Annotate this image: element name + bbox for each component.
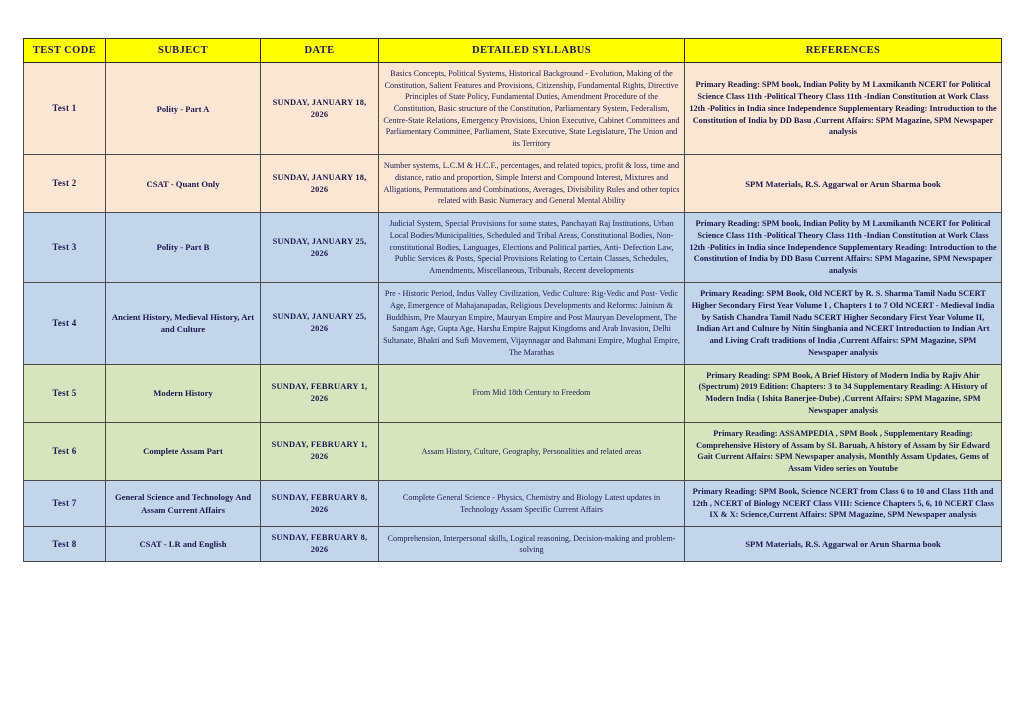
cell-date: SUNDAY, FEBRUARY 8, 2026: [261, 480, 379, 526]
cell-date: SUNDAY, JANUARY 18, 2026: [261, 155, 379, 213]
cell-detailed-syllabus: Judicial System, Special Provisions for some states, Panchayati Raj Institutions, Urban Local Bodies/Municipalities, Scheduled and Tribal Areas, Constitutional Bodies, Non-constitutional Bodies, Languages, Elections and Political parties, Anti- Defection Law, Public Services & Posts, Special Provisions Relating to Certain Classes, Schedules, Amendments, Miscellaneous, Tribunals, Recent developments: [379, 213, 685, 283]
table-header: [24, 39, 1002, 63]
cell-detailed-syllabus: Number systems, L.C.M & H.C.F., percentages, and related topics, profit & loss, time and distance, ratio and proportion, Simple Interst and Compound Interest, Mixtures and Alligations, Permutations and Combinations, Averages, Divisibility Rules and other topics related with Basic Numeracy and General Mental Ability: [379, 155, 685, 213]
cell-references: Primary Reading: SPM Book, A Brief History of Modern India by Rajiv Ahir (Spectrum) 2019 Edition: Chapters: 3 to 34 Supplementary Reading: A History of Modern India ( Ishita Banerjee-Dube) ,Current Affairs: SPM Magazine, SPM Newspaper analysis: [685, 364, 1002, 422]
column-header-references: REFERENCES: [685, 39, 1002, 63]
cell-subject: Ancient History, Medieval History, Art and Culture: [106, 282, 261, 364]
cell-detailed-syllabus: Comprehension, Interpersonal skills, Logical reasoning, Decision-making and problem-solving: [379, 527, 685, 562]
cell-subject: Complete Assam Part: [106, 422, 261, 480]
cell-references: SPM Materials, R.S. Aggarwal or Arun Sharma book: [685, 527, 1002, 562]
cell-date: SUNDAY, JANUARY 18, 2026: [261, 63, 379, 155]
column-header-detailed-syllabus: DETAILED SYLLABUS: [379, 39, 685, 63]
table-row: [24, 422, 1002, 480]
cell-references: Primary Reading: ASSAMPEDIA , SPM Book , Supplementary Reading: Comprehensive History of Assam by SL Baruah, A history of Assam by Sir Edward Gait Current Affairs: SPM Newspaper analysis, Monthly Assam Updates, Gems of Assam Video series on Youtube: [685, 422, 1002, 480]
cell-references: Primary Reading: SPM book, Indian Polity by M Laxmikanth NCERT for Political Science Class 11th -Political Theory Class 11th -Indian Constitution at Work Class 12th -Politics in India since Independence Supplementary Reading: Introduction to the Constitution of India by DD Basu Current Affairs: SPM Magazine, SPM Newspaper analysis: [685, 213, 1002, 283]
cell-references: Primary Reading: SPM Book, Old NCERT by R. S. Sharma Tamil Nadu SCERT Higher Secondary First Year Volume I , Chapters 1 to 7 Old NCERT - Medieval India by Satish Chandra Tamil Nadu SCERT Higher Secondary First Year Volume II, Indian Art and Culture by Nitin Singhania and NCERT Introduction to Indian Art and Living Craft traditions of India ,Current Affairs: SPM Magazine, SPM Newspaper analysis: [685, 282, 1002, 364]
cell-subject: Polity - Part B: [106, 213, 261, 283]
header-row: [24, 39, 1002, 63]
cell-subject: Modern History: [106, 364, 261, 422]
table-row: [24, 364, 1002, 422]
syllabus-sheet: [23, 38, 1001, 562]
column-header-test-code: TEST CODE: [24, 39, 106, 63]
cell-date: SUNDAY, FEBRUARY 8, 2026: [261, 527, 379, 562]
table-row: [24, 527, 1002, 562]
cell-date: SUNDAY, FEBRUARY 1, 2026: [261, 364, 379, 422]
table-body: [24, 63, 1002, 562]
cell-references: SPM Materials, R.S. Aggarwal or Arun Sharma book: [685, 155, 1002, 213]
cell-references: Primary Reading: SPM Book, Science NCERT from Class 6 to 10 and Class 11th and 12th , NCERT of Biology NCERT Class VIII: Science Chapters 5, 6, 10 NCERT Class IX & X: Science,Current Affairs: SPM Magazine, SPM Newspaper analysis: [685, 480, 1002, 526]
table-row: [24, 155, 1002, 213]
cell-subject: Polity - Part A: [106, 63, 261, 155]
table-row: [24, 282, 1002, 364]
cell-subject: General Science and Technology And Assam Current Affairs: [106, 480, 261, 526]
cell-test-code: Test 8: [24, 527, 106, 562]
cell-subject: CSAT - LR and English: [106, 527, 261, 562]
cell-test-code: Test 4: [24, 282, 106, 364]
cell-date: SUNDAY, FEBRUARY 1, 2026: [261, 422, 379, 480]
cell-test-code: Test 1: [24, 63, 106, 155]
cell-test-code: Test 3: [24, 213, 106, 283]
test-schedule-table: [23, 38, 1002, 562]
cell-test-code: Test 6: [24, 422, 106, 480]
cell-detailed-syllabus: Pre - Historic Period, Indus Valley Civilization, Vedic Culture: Rig-Vedic and Post- Vedic Age, Emergence of Mahajanapadas, Religious Developments and Reforms: Jainism & Buddhism, Pre Mauryan Empire, Mauryan Empire and Post Mauryan Development, The Sangam Age, Gupta Age, Harsha Empire Rajput Kingdoms and Arab Invasion, Delhi Sultanate, Bhakti and Sufi Movement, Vijaynnagar and Bahmani Empire, Mughal Empire, The Marathas: [379, 282, 685, 364]
cell-test-code: Test 5: [24, 364, 106, 422]
table-row: [24, 63, 1002, 155]
column-header-subject: SUBJECT: [106, 39, 261, 63]
cell-detailed-syllabus: From Mid 18th Century to Freedom: [379, 364, 685, 422]
cell-detailed-syllabus: Complete General Science - Physics, Chemistry and Biology Latest updates in Technology Assam Specific Current Affairs: [379, 480, 685, 526]
cell-detailed-syllabus: Assam History, Culture, Geography, Personalities and related areas: [379, 422, 685, 480]
cell-subject: CSAT - Quant Only: [106, 155, 261, 213]
cell-detailed-syllabus: Basics Concepts, Political Systems, Historical Background - Evolution, Making of the Constitution, Salient Features and Provisions, Citizenship, Fundamental Rights, Directive Principles of State Policy, Fundamental Duties, Amendment Procedure of the Constitution, Basic structure of the Constitution, Parliamentary System, Federalism, Centre-State Relations, Emergency Provisions, Union Executive, Cabinet Committees and Parliamentary Committee, Parliament, State Executive, State Legislature, The Union and its Territory: [379, 63, 685, 155]
cell-references: Primary Reading: SPM book, Indian Polity by M Laxmikanth NCERT for Political Science Class 11th -Political Theory Class 11th -Indian Constitution at Work Class 12th -Politics in India since Independence Supplementary Reading: Introduction to the Constitution of India by DD Basu ,Current Affairs: SPM Magazine, SPM Newspaper analysis: [685, 63, 1002, 155]
table-row: [24, 213, 1002, 283]
cell-test-code: Test 2: [24, 155, 106, 213]
cell-date: SUNDAY, JANUARY 25, 2026: [261, 282, 379, 364]
column-header-date: DATE: [261, 39, 379, 63]
cell-date: SUNDAY, JANUARY 25, 2026: [261, 213, 379, 283]
cell-test-code: Test 7: [24, 480, 106, 526]
table-row: [24, 480, 1002, 526]
